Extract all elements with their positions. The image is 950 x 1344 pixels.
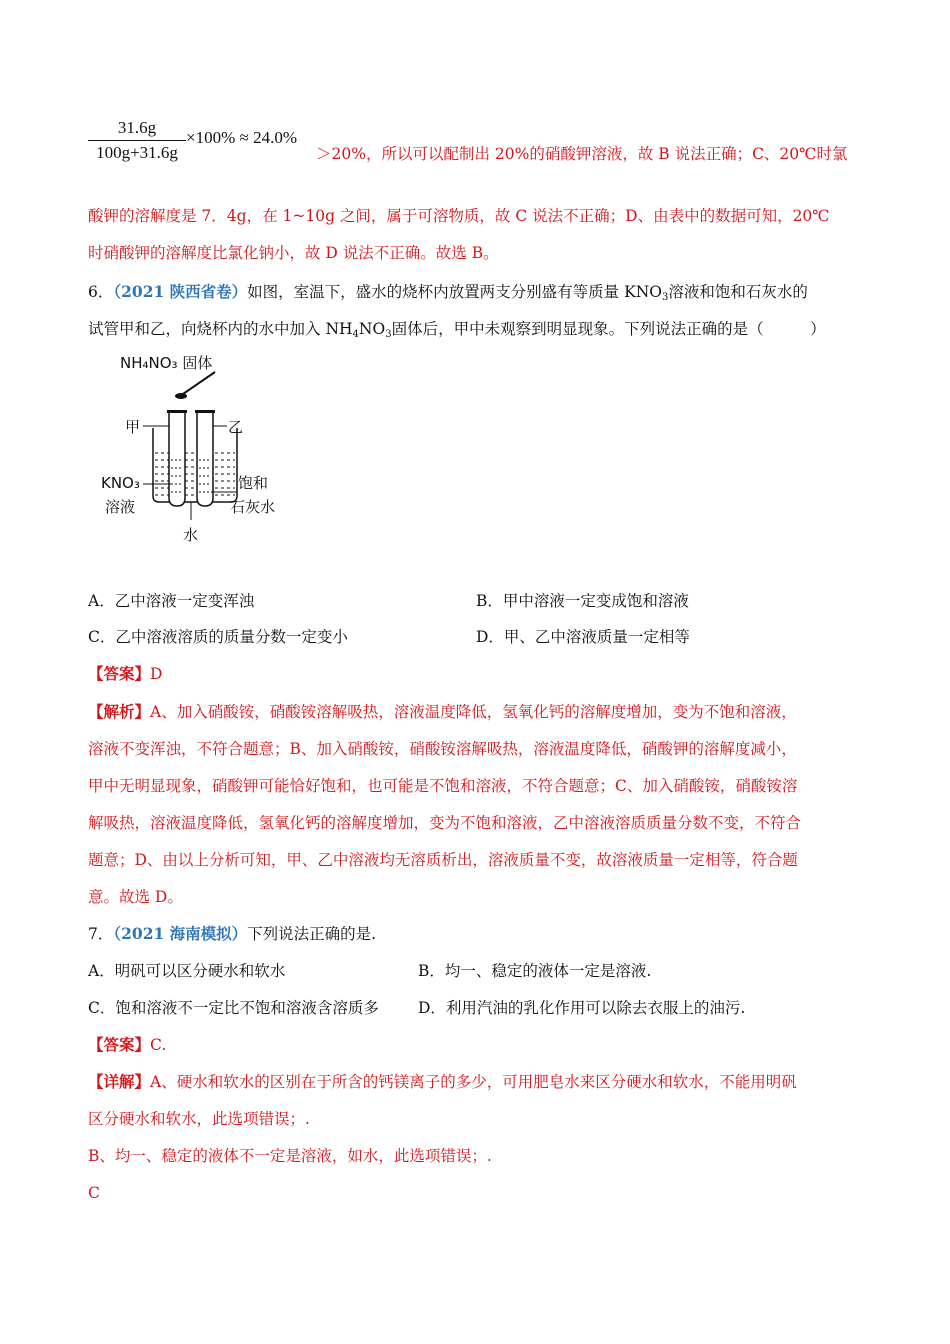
option-b: B．均一、稳定的液体一定是溶液. <box>418 962 652 980</box>
formula-kno3 <box>624 283 668 301</box>
answer-tag: 【答案】 <box>88 1035 151 1054</box>
analysis-text: 题意；D、由以上分析可知，甲、乙中溶液均无溶质析出，溶液质量不变，故溶液质量一定相等，符合题 <box>88 851 798 869</box>
answer-text-line: 酸钾的溶解度是 7．4g，在 1~10g 之间，属于可溶物质，故 C 说法不正确；D、由表中的数据可知，20℃ <box>88 207 830 225</box>
figure-label-solid: NH₄NO₃ 固体 <box>120 354 213 372</box>
answer-text-line: ＞20%，所以可以配制出 20%的硝酸钾溶液，故 B 说法正确；C、20℃时氯 <box>316 145 848 163</box>
figure-label-limewater: 石灰水 <box>230 498 276 516</box>
stem-text: 溶液和饱和石灰水的 <box>668 283 808 301</box>
answer-line <box>88 1034 166 1056</box>
option-c: C．饱和溶液不一定比不饱和溶液含溶质多 <box>88 999 379 1017</box>
fraction-denominator: 100g+31.6g <box>96 143 178 162</box>
fraction-formula <box>88 118 186 163</box>
question-6-stem-line2 <box>88 318 826 346</box>
spatula-icon <box>183 372 215 394</box>
detail-text: B、均一、稳定的液体不一定是溶液，如水，此选项错误；. <box>88 1147 492 1165</box>
detail-text: A、硬水和软水的区别在于所含的钙镁离子的多少，可用肥皂水来区分硬水和软水，不能用明矾 <box>150 1073 797 1091</box>
figure-label-water: 水 <box>183 526 199 544</box>
figure-label-kno3: KNO₃ <box>101 474 140 492</box>
option-b: B．甲中溶液一定变成饱和溶液 <box>476 592 689 610</box>
tube-rim <box>195 410 215 413</box>
detail-tag: 【详解】 <box>88 1072 151 1091</box>
formula-subscript: 3 <box>661 292 669 303</box>
stem-text: 固体后，甲中未观察到明显现象。下列说法正确的是（ ） <box>391 320 826 338</box>
answer-line <box>88 663 162 685</box>
question-number: 6． <box>88 283 114 301</box>
analysis-text: 溶液不变浑浊，不符合题意；B、加入硝酸铵，硝酸铵溶解吸热，溶液温度降低，硝酸钾的溶解度减小， <box>88 740 797 758</box>
detail-text: 区分硬水和软水，此选项错误；. <box>88 1110 310 1128</box>
formula-part: NO <box>358 320 386 338</box>
answer-value: D <box>150 665 163 683</box>
formula-part: NH <box>325 320 353 338</box>
solid-pile-icon <box>175 393 187 399</box>
figure-label-solution: 溶液 <box>105 498 136 516</box>
option-c: C．乙中溶液溶质的质量分数一定变小 <box>88 628 348 646</box>
analysis-line <box>88 701 797 723</box>
detail-line <box>88 1071 797 1093</box>
option-d: D．甲、乙中溶液质量一定相等 <box>476 628 690 646</box>
analysis-text: 意。故选 D。 <box>88 888 183 906</box>
question-6-stem <box>88 281 808 309</box>
beaker-water <box>155 453 235 495</box>
tube-rim <box>167 410 187 413</box>
question-number: 7． <box>88 925 114 943</box>
stem-text: 试管甲和乙，向烧杯内的水中加入 <box>88 320 326 338</box>
analysis-text: A、加入硝酸铵，硝酸铵溶解吸热，溶液温度降低，氢氧化钙的溶解度增加，变为不饱和溶液， <box>150 703 797 721</box>
fraction-multiplier: ×100% ≈ 24.0% <box>186 128 297 147</box>
option-a: A．乙中溶液一定变浑浊 <box>88 592 255 610</box>
stem-text: 下列说法正确的是. <box>247 925 377 943</box>
analysis-tag: 【解析】 <box>88 702 151 721</box>
answer-tag: 【答案】 <box>88 664 151 683</box>
answer-text-line: 时硝酸钾的溶解度比氯化钠小，故 D 说法不正确。故选 B。 <box>88 244 499 262</box>
analysis-text: 解吸热，溶液温度降低，氢氧化钙的溶解度增加，变为不饱和溶液，乙中溶液溶质质量分数不变，不符合 <box>88 814 802 832</box>
formula-nh4no3 <box>325 320 391 338</box>
formula-part: KNO <box>624 283 662 301</box>
figure-label-yi: 乙 <box>228 418 244 436</box>
fraction-numerator: 31.6g <box>88 118 186 141</box>
question-7-stem <box>88 923 376 945</box>
question-source: （2021 海南模拟） <box>113 924 248 943</box>
beaker-figure <box>95 350 295 550</box>
beaker-outline <box>153 428 237 502</box>
formula-subscript: 3 <box>385 329 392 340</box>
figure-label-saturated: 饱和 <box>238 474 269 492</box>
detail-text: C <box>88 1184 100 1202</box>
option-a: A．明矾可以区分硬水和软水 <box>88 962 286 980</box>
question-source: （2021 陕西省卷） <box>113 282 248 301</box>
figure-label-jia: 甲 <box>125 418 141 436</box>
analysis-text: 甲中无明显现象，硝酸钾可能恰好饱和，也可能是不饱和溶液，不符合题意；C、加入硝酸铵，硝酸铵溶 <box>88 777 798 795</box>
formula-subscript: 4 <box>352 329 359 340</box>
answer-value: C. <box>150 1036 167 1054</box>
stem-text: 如图，室温下，盛水的烧杯内放置两支分别盛有等质量 <box>247 283 625 301</box>
option-d: D．利用汽油的乳化作用可以除去衣服上的油污. <box>418 999 746 1017</box>
